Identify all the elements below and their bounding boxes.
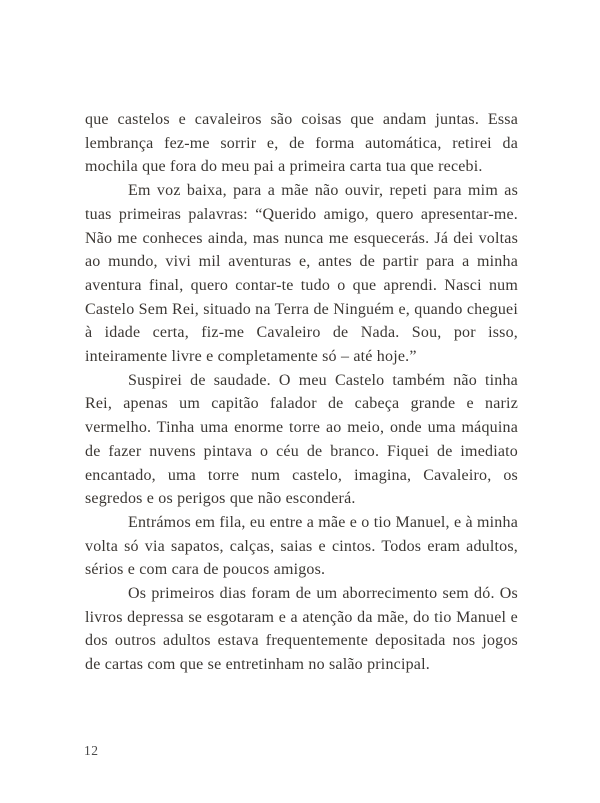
page-number: 12	[84, 743, 99, 758]
paragraph: que castelos e cavaleiros são coisas que andam juntas. Essa lembrança fez-me sorrir e, de forma automática, retirei da mochila que fora do meu pai a primeira carta tua que recebi.	[85, 111, 518, 176]
body-text	[85, 108, 518, 677]
paragraph: Em voz baixa, para a mãe não ouvir, repeti para mim as tuas primeiras palavras: “Querido amigo, quero apresentar-me. Não me conheces ainda, mas nunca me esquecerás. Já dei voltas ao mundo, vivi mil aventuras e, antes de partir para a minha aventura final, quero contar-te tudo o que aprendi. Nasci num Castelo Sem Rei, situado na Terra de Ninguém e, quando cheguei à idade certa, fiz-me Cavaleiro de Nada. Sou, por isso, inteiramente livre e completamente só – até hoje.”	[85, 182, 518, 366]
paragraph: Suspirei de saudade. O meu Castelo também não tinha Rei, apenas um capitão falador de cabeça grande e nariz vermelho. Tinha uma enorme torre ao meio, onde uma máquina de fazer nuvens pintava o céu de branco. Fiquei de imediato encantado, uma torre num castelo, imagina, Cavaleiro, os segredos e os perigos que não esconderá.	[85, 371, 518, 508]
paragraph: Os primeiros dias foram de um aborrecimento sem dó. Os livros depressa se esgotaram e a atenção da mãe, do tio Manuel e dos outros adultos estava frequentemente depositada nos jogos de cartas com que se entretinham no salão principal.	[85, 585, 518, 674]
paragraph: Entrámos em fila, eu entre a mãe e o tio Manuel, e à minha volta só via sapatos, calças, saias e cintos. Todos eram adultos, sérios e com cara de poucos amigos.	[85, 513, 518, 579]
